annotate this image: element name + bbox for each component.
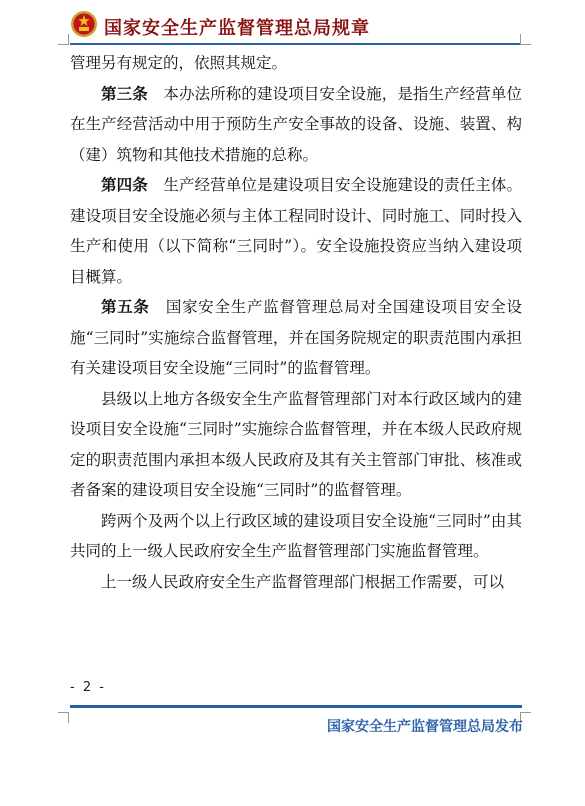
article-4: [70, 170, 522, 292]
paragraph-continuation: 管理另有规定的，依照其规定。: [70, 54, 288, 72]
article-3-text: 本办法所称的建设项目安全设施，是指生产经营单位在生产经营活动中用于预防生产安全事故的设备、设施、装置、构（建）筑物和其他技术措施的总称。: [70, 84, 522, 164]
page-number: - 2 -: [70, 680, 106, 695]
article-3-number: 第三条: [101, 84, 148, 103]
article-5-number: 第五条: [101, 298, 150, 316]
paragraph-cross-region: 跨两个及两个以上行政区域的建设项目安全设施“三同时”由其共同的上一级人民政府安全生产监督管理部门实施监督管理。: [70, 511, 522, 560]
paragraph-local-supervision: 县级以上地方各级安全生产监督管理部门对本行政区域内的建设项目安全设施“三同时”实施综合监督管理，并在本级人民政府规定的职责范围内承担本级人民政府及其有关主管部门审批、核准或者备案的建设项目安全设施“三同时”的监督管理。: [70, 389, 522, 499]
footer-publisher: 国家安全生产监督管理总局发布: [327, 719, 523, 735]
header-rule: [70, 43, 520, 45]
article-4-text: 生产经营单位是建设项目安全设施建设的责任主体。建设项目安全设施必须与主体工程同时设计、同时施工、同时投入生产和使用（以下简称“三同时”）。安全设施投资应当纳入建设项目概算。: [70, 176, 522, 286]
crop-mark-bottom-left: [58, 712, 69, 723]
document-body: [70, 48, 522, 597]
page-header: [70, 8, 520, 44]
article-5-text: 国家安全生产监督管理总局对全国建设项目安全设施“三同时”实施综合监督管理，并在国务院规定的职责范围内承担有关建设项目安全设施“三同时”的监督管理。: [70, 298, 522, 377]
article-4-number: 第四条: [101, 176, 148, 194]
header-title: 国家安全生产监督管理总局规章: [104, 18, 370, 39]
national-emblem-icon: [70, 10, 98, 38]
paragraph-upper-level: 上一级人民政府安全生产监督管理部门根据工作需要，可以: [101, 572, 505, 591]
article-3: [70, 79, 522, 171]
crop-mark-top-right: [520, 34, 531, 45]
article-5: [70, 292, 522, 384]
footer-rule: [70, 705, 522, 708]
crop-mark-top-left: [58, 34, 69, 45]
